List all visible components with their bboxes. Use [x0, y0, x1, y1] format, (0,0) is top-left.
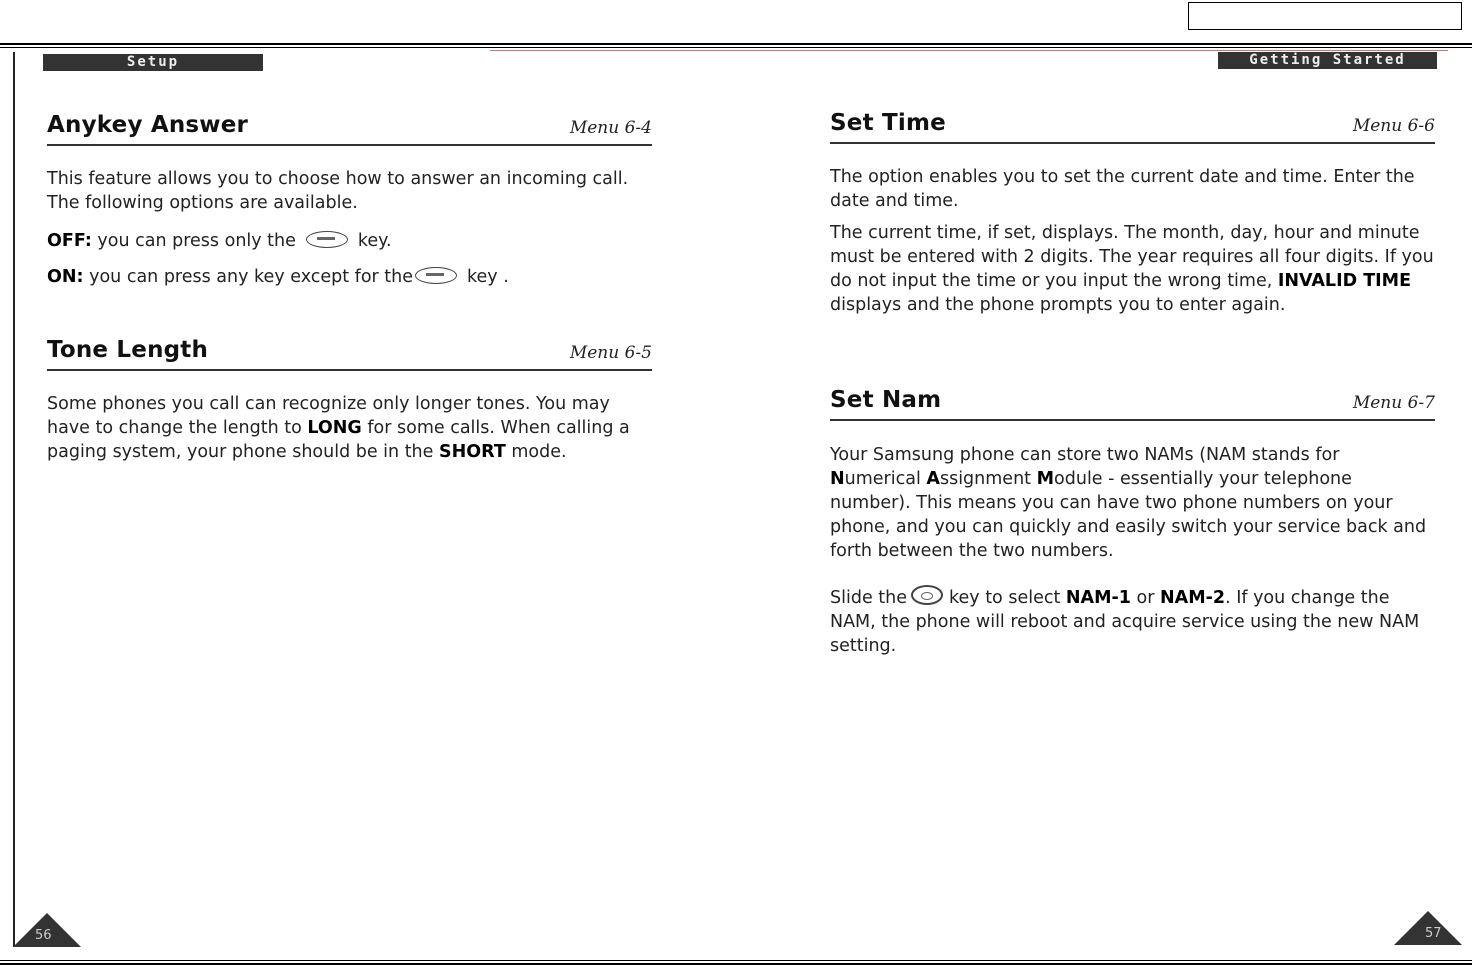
- left-page-column: [47, 112, 652, 464]
- set-nam-intro: [830, 443, 1435, 563]
- set-nam-heading: [830, 387, 1435, 421]
- nam-1-keyword: NAM-1: [1065, 588, 1131, 608]
- nam-m: M: [1036, 469, 1055, 489]
- set-time-intro: The option enables you to set the current date and time. Enter the date and time.: [830, 167, 1415, 211]
- set-time-text-1: The current time, if set, displays. The month, day, hour and minute must be entered with 2 digits. The year requires all four digits. If you do not input the time or you input the wrong time,: [830, 223, 1434, 291]
- nam-text-1: Your Samsung phone can store two NAMs (NAM stands for: [830, 445, 1340, 465]
- scan-line: [490, 50, 1448, 51]
- set-time-details: [830, 221, 1435, 317]
- bottom-rule-thin: [0, 960, 1472, 961]
- section-tab-getting-started: Getting Started: [1218, 52, 1437, 69]
- off-text: you can press only the: [97, 231, 296, 251]
- tone-length-heading: [47, 337, 652, 371]
- tone-text-3: mode.: [511, 442, 567, 462]
- on-text: you can press any key except for the: [89, 267, 414, 287]
- section-title: Anykey Answer: [47, 112, 249, 138]
- top-rule-thin: [0, 47, 1472, 48]
- nam-a-rest: ssignment: [939, 469, 1032, 489]
- long-keyword: LONG: [307, 418, 362, 438]
- nam-a: A: [926, 469, 940, 489]
- on-option: [47, 265, 652, 289]
- tone-text-2: for some calls. When calling a paging system, your phone should be in the: [47, 418, 630, 462]
- invalid-time-keyword: INVALID TIME: [1277, 271, 1412, 291]
- send-key-icon: [306, 231, 348, 248]
- set-time-heading: [830, 110, 1435, 144]
- off-label: OFF:: [47, 231, 92, 251]
- end-key-icon: [415, 267, 457, 284]
- short-keyword: SHORT: [439, 442, 506, 462]
- right-page-column: [830, 110, 1435, 658]
- on-tail: key .: [467, 267, 509, 287]
- ok-key-icon: [911, 585, 943, 605]
- menu-number: Menu 6-5: [569, 343, 652, 363]
- menu-number: Menu 6-4: [569, 118, 652, 138]
- off-tail: key.: [357, 231, 392, 251]
- section-tab-setup: Setup: [43, 54, 263, 71]
- menu-number: Menu 6-7: [1352, 393, 1435, 413]
- slide-text: Slide the: [830, 588, 907, 608]
- page-number-right: 57: [1425, 926, 1442, 941]
- anykey-intro: This feature allows you to choose how to answer an incoming call. The following options are available.: [47, 169, 629, 213]
- top-rule: [0, 43, 1472, 45]
- page-number-left: 56: [35, 928, 52, 943]
- header-box: [1188, 2, 1462, 30]
- nam-m-rest: odule - essentially your telephone number). This means you can have two phone numbers on your phone, and you can quickly and easily switch your service back and forth between the two numbers.: [830, 469, 1427, 561]
- book-spine: [13, 52, 15, 947]
- anykey-answer-heading: [47, 112, 652, 146]
- nam-n-rest: umerical: [844, 469, 921, 489]
- on-label: ON:: [47, 267, 84, 287]
- nam-2-keyword: NAM-2: [1160, 588, 1226, 608]
- tone-length-body: [47, 392, 652, 464]
- section-title: Tone Length: [47, 337, 209, 363]
- set-time-text-2: displays and the phone prompts you to enter again.: [830, 295, 1286, 315]
- slide-text-2: key to select: [949, 588, 1061, 608]
- nam-n: N: [830, 469, 845, 489]
- tone-text-1: Some phones you call can recognize only longer tones. You may have to change the length to: [47, 394, 610, 438]
- section-title: Set Time: [830, 110, 946, 136]
- section-title: Set Nam: [830, 387, 942, 413]
- or-text: or: [1136, 588, 1155, 608]
- off-option: [47, 229, 652, 253]
- set-nam-instructions: [830, 586, 1435, 658]
- menu-number: Menu 6-6: [1352, 116, 1435, 136]
- set-nam-text-2: . If you change the NAM, the phone will reboot and acquire service using the new NAM setting.: [830, 588, 1420, 656]
